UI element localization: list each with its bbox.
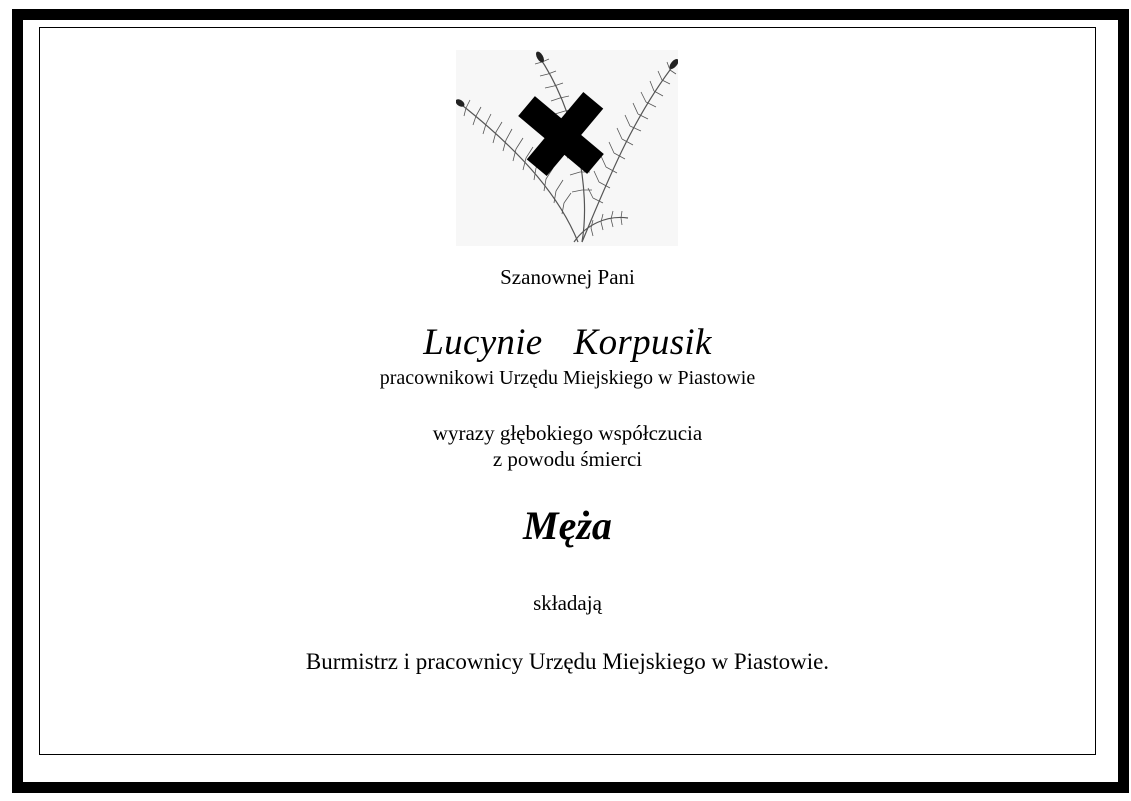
recipient-name: Lucynie Korpusik xyxy=(423,322,712,363)
verb-line: składają xyxy=(533,591,602,615)
deceased-relation: Męża xyxy=(523,503,612,548)
recipient-role: pracownikowi Urzędu Miejskiego w Piastowie xyxy=(379,367,756,389)
condolence-line-2: z powodu śmierci xyxy=(492,447,643,471)
inner-border xyxy=(39,27,1096,755)
salutation: Szanownej Pani xyxy=(500,265,635,289)
outer-border xyxy=(12,9,1129,793)
condolence-line-1: wyrazy głębokiego współczucia xyxy=(432,421,703,445)
signature: Burmistrz i pracownicy Urzędu Miejskiego w Piastowie. xyxy=(305,649,830,674)
cross-with-fern-icon xyxy=(456,50,678,246)
